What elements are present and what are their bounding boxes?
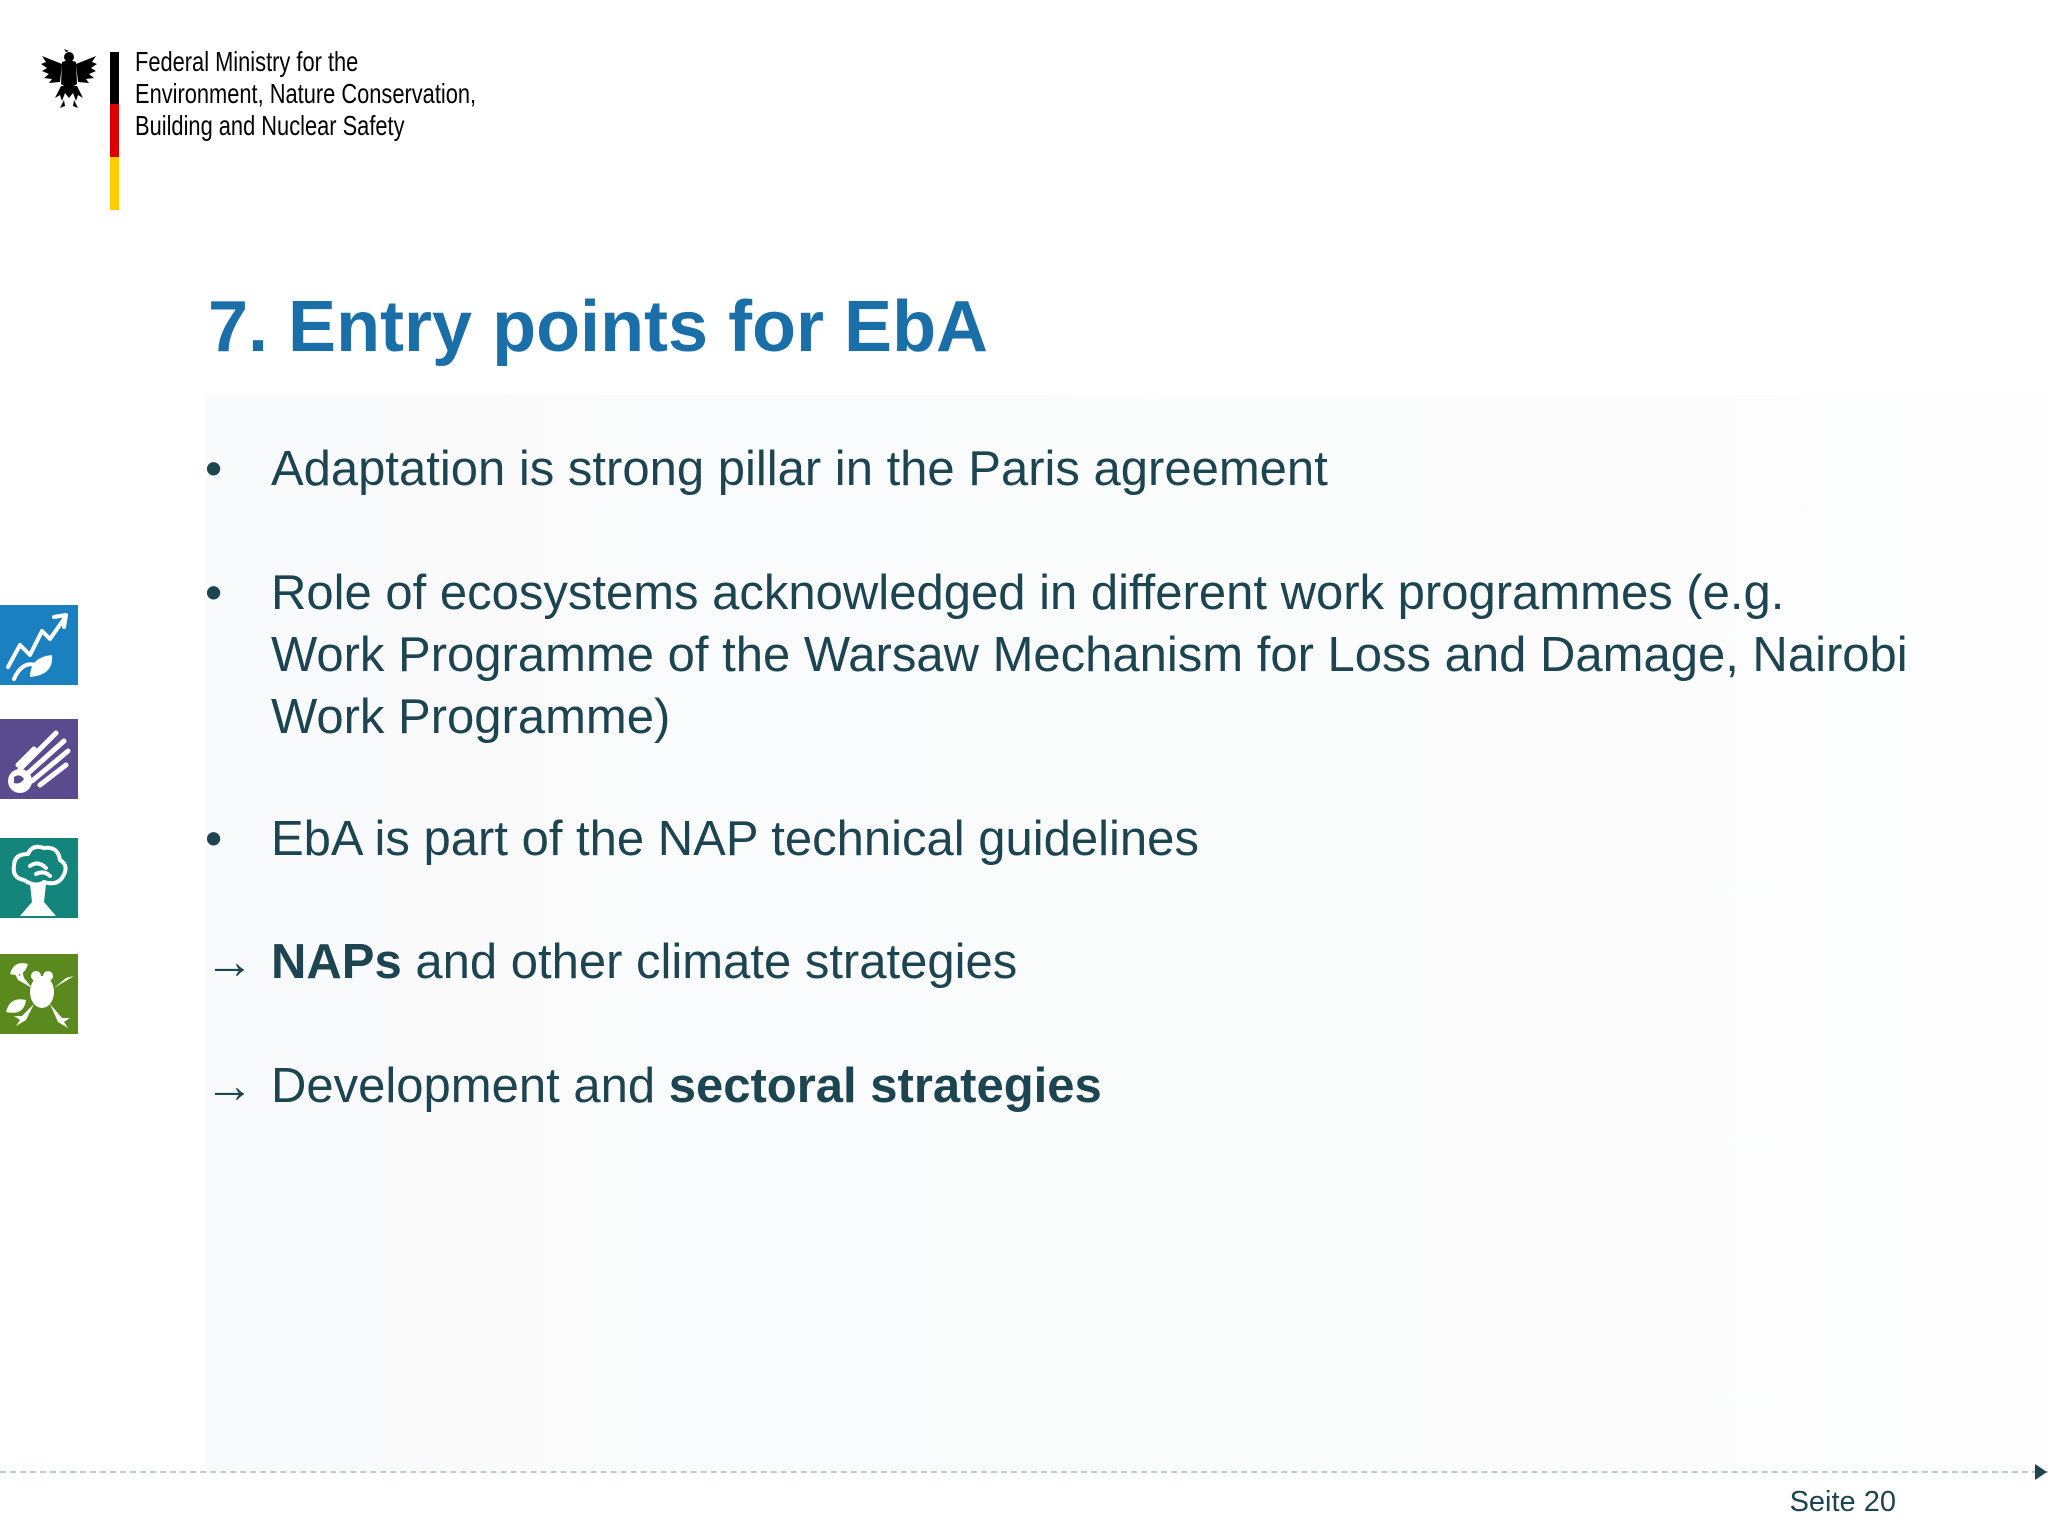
arrow-text [271, 1055, 1911, 1117]
footer-arrow-icon [2035, 1464, 2047, 1480]
bullet-marker: • [205, 442, 223, 496]
flag-stripe-black [110, 52, 119, 104]
arrow-text [271, 931, 1911, 993]
emphasis-naps: NAPs [271, 935, 402, 989]
flag-stripe-red [110, 104, 119, 157]
slide-title: 7. Entry points for EbA [208, 287, 989, 367]
bullet-marker: • [205, 566, 223, 620]
bullet-text: Adaptation is strong pillar in the Paris agreement [271, 442, 1328, 496]
emphasis-sectoral-strategies: sectoral strategies [668, 1059, 1102, 1113]
arrow-marker: → [205, 1059, 254, 1113]
frog-leaf-icon [0, 954, 78, 1034]
bullet-text: EbA is part of the NAP technical guidelines [271, 812, 1199, 866]
tree-icon [0, 838, 78, 918]
bullet-marker: • [205, 812, 223, 866]
footer-divider [0, 1471, 2048, 1473]
arrow-marker: → [205, 935, 254, 989]
growth-chart-leaf-icon [0, 605, 78, 685]
ministry-line: Building and Nuclear Safety [135, 110, 405, 141]
ministry-line: Federal Ministry for the [135, 46, 359, 77]
arrow-text-lead: Development and [271, 1059, 669, 1113]
federal-eagle-icon [40, 48, 98, 110]
bullet-text: Role of ecosystems acknowledged in different work programmes (e.g. Work Programme of the Warsaw Mechanism for Loss and Damage, Nairobi Work Programme) [271, 566, 1908, 744]
arrow-text-rest: and other climate strategies [401, 935, 1018, 989]
hand-globe-icon [0, 719, 78, 799]
flag-stripe-gold [110, 157, 119, 210]
ministry-name [135, 46, 476, 142]
german-flag-bar [110, 52, 119, 210]
ministry-line: Environment, Nature Conservation, [135, 78, 477, 109]
page-number: Seite 20 [1789, 1486, 1896, 1518]
